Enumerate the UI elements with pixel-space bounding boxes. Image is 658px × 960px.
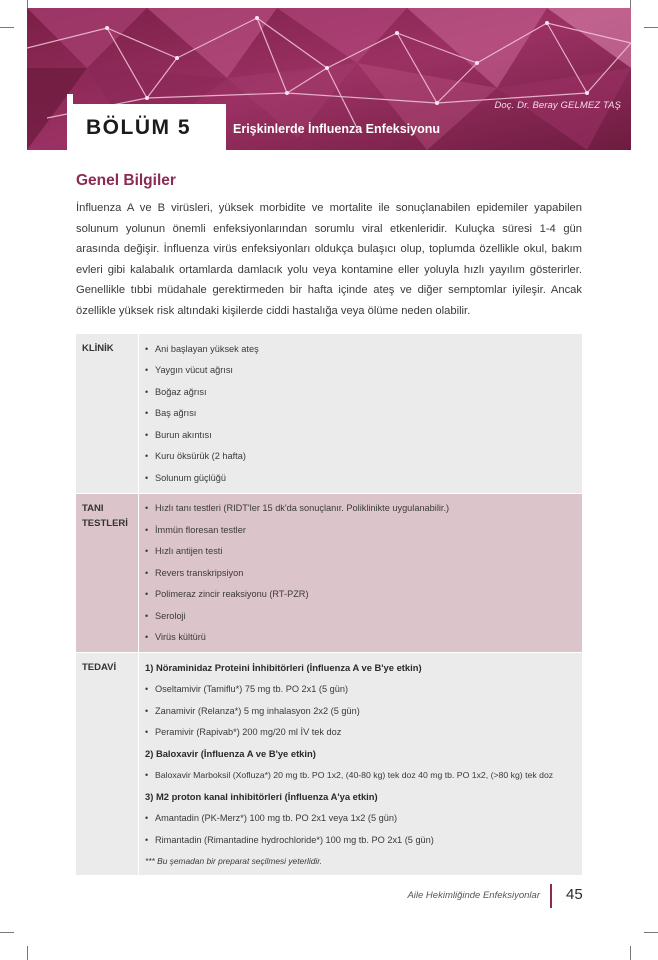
list-item: • Hızlı antijen testi <box>145 546 223 557</box>
chapter-title: Erişkinlerde İnfluenza Enfeksiyonu <box>233 122 441 136</box>
row-label: KLİNİK <box>76 334 139 493</box>
list-item: • Revers transkripsiyon <box>145 567 244 578</box>
row-label: TEDAVİ <box>76 653 139 875</box>
list-item: • İmmün floresan testler <box>145 524 246 535</box>
section-heading: Genel Bilgiler <box>76 172 176 189</box>
list-item: • Rimantadin (Rimantadine hydrochloride*) 100 mg tb. PO 2x1 (5 gün) <box>145 834 434 845</box>
list-item: • Amantadin (PK-Merz*) 100 mg tb. PO 2x1 veya 1x2 (5 gün) <box>145 813 398 824</box>
table-row-klinik <box>76 334 582 493</box>
crop-mark <box>644 932 658 933</box>
list-item: • Zanamivir (Relanza*) 5 mg inhalasyon 2x2 (5 gün) <box>145 705 360 716</box>
group-title: 1) Nöraminidaz Proteini İnhibitörleri (İnfluenza A ve B'ye etkin) <box>145 662 422 674</box>
list-item: • Virüs kültürü <box>145 632 206 643</box>
table-note: *** Bu şemadan bir preparat seçilmesi yeterlidir. <box>145 855 323 866</box>
crop-mark <box>27 946 28 960</box>
crop-mark <box>0 27 14 28</box>
author-name: Doç. Dr. Beray GELMEZ TAŞ <box>494 100 621 111</box>
list-item: • Kuru öksürük (2 hafta) <box>145 451 246 462</box>
list-item: • Burun akıntısı <box>145 429 212 440</box>
crop-mark <box>644 27 658 28</box>
list-item: • Baloxavir Marboksil (Xofluza*) 20 mg tb. PO 1x2, (40-80 kg) tek doz 40 mg tb. PO 1x2, (>80 kg) tek doz <box>145 770 554 781</box>
list-item: • Yaygın vücut ağrısı <box>145 365 233 376</box>
crop-mark <box>0 932 14 933</box>
list-item: • Oseltamivir (Tamiflu*) 75 mg tb. PO 2x1 (5 gün) <box>145 684 348 695</box>
row-items <box>139 334 582 493</box>
table-row-tedavi <box>76 652 582 875</box>
footer-divider <box>550 884 552 908</box>
info-table <box>76 334 582 875</box>
list-item: • Hızlı tanı testleri (RIDT'ler 15 dk'da sonuçlanır. Poliklinikte uygulanabilir.) <box>145 503 450 514</box>
row-items <box>139 494 582 653</box>
footer-book-title: Aile Hekimliğinde Enfeksiyonlar <box>407 890 540 901</box>
list-item: • Baş ağrısı <box>145 408 197 419</box>
list-item: • Ani başlayan yüksek ateş <box>145 343 259 354</box>
table-row-tani <box>76 493 582 653</box>
group-title: 3) M2 proton kanal inhibitörleri (İnfluenza A'ya etkin) <box>145 791 378 803</box>
row-items <box>139 653 582 875</box>
section-paragraph: İnfluenza A ve B virüsleri, yüksek morbidite ve mortalite ile sonuçlanabilen epidemiler yapabilen solunum yolunun önemli enfeksiyonlarından sorumlu viral etkenleridir. Kuluçka süresi 1-4 gün arasında değişir. İnfluenza virüs enfeksiyonları oldukça bulaşıcı olup, toplumda özellikle okul, bakım evleri gibi kalabalık ortamlarda damlacık yolu veya kontamine eller yoluyla hızlı yayılım gösterirler. Genellikle tıbbi müdahale gerektirmeden bir hafta içinde ateş ve diğer semptomlar iyileşir. Ancak özellikle yüksek risk altındaki kişilerde ciddi hastalığa veya ölüme neden olabilir. <box>76 202 582 317</box>
group-title: 2) Baloxavir (İnfluenza A ve B'ye etkin) <box>145 748 316 760</box>
list-item: • Polimeraz zincir reaksiyonu (RT-PZR) <box>145 589 309 600</box>
list-item: • Boğaz ağrısı <box>145 386 207 397</box>
list-item: • Seroloji <box>145 610 186 621</box>
chapter-number: BÖLÜM 5 <box>86 116 191 139</box>
crop-mark <box>630 946 631 960</box>
list-item: • Peramivir (Rapivab*) 200 mg/20 ml İV tek doz <box>145 727 342 738</box>
row-label: TANI TESTLERİ <box>76 494 139 653</box>
list-item: • Solunum güçlüğü <box>145 472 226 483</box>
page-number: 45 <box>566 886 583 903</box>
